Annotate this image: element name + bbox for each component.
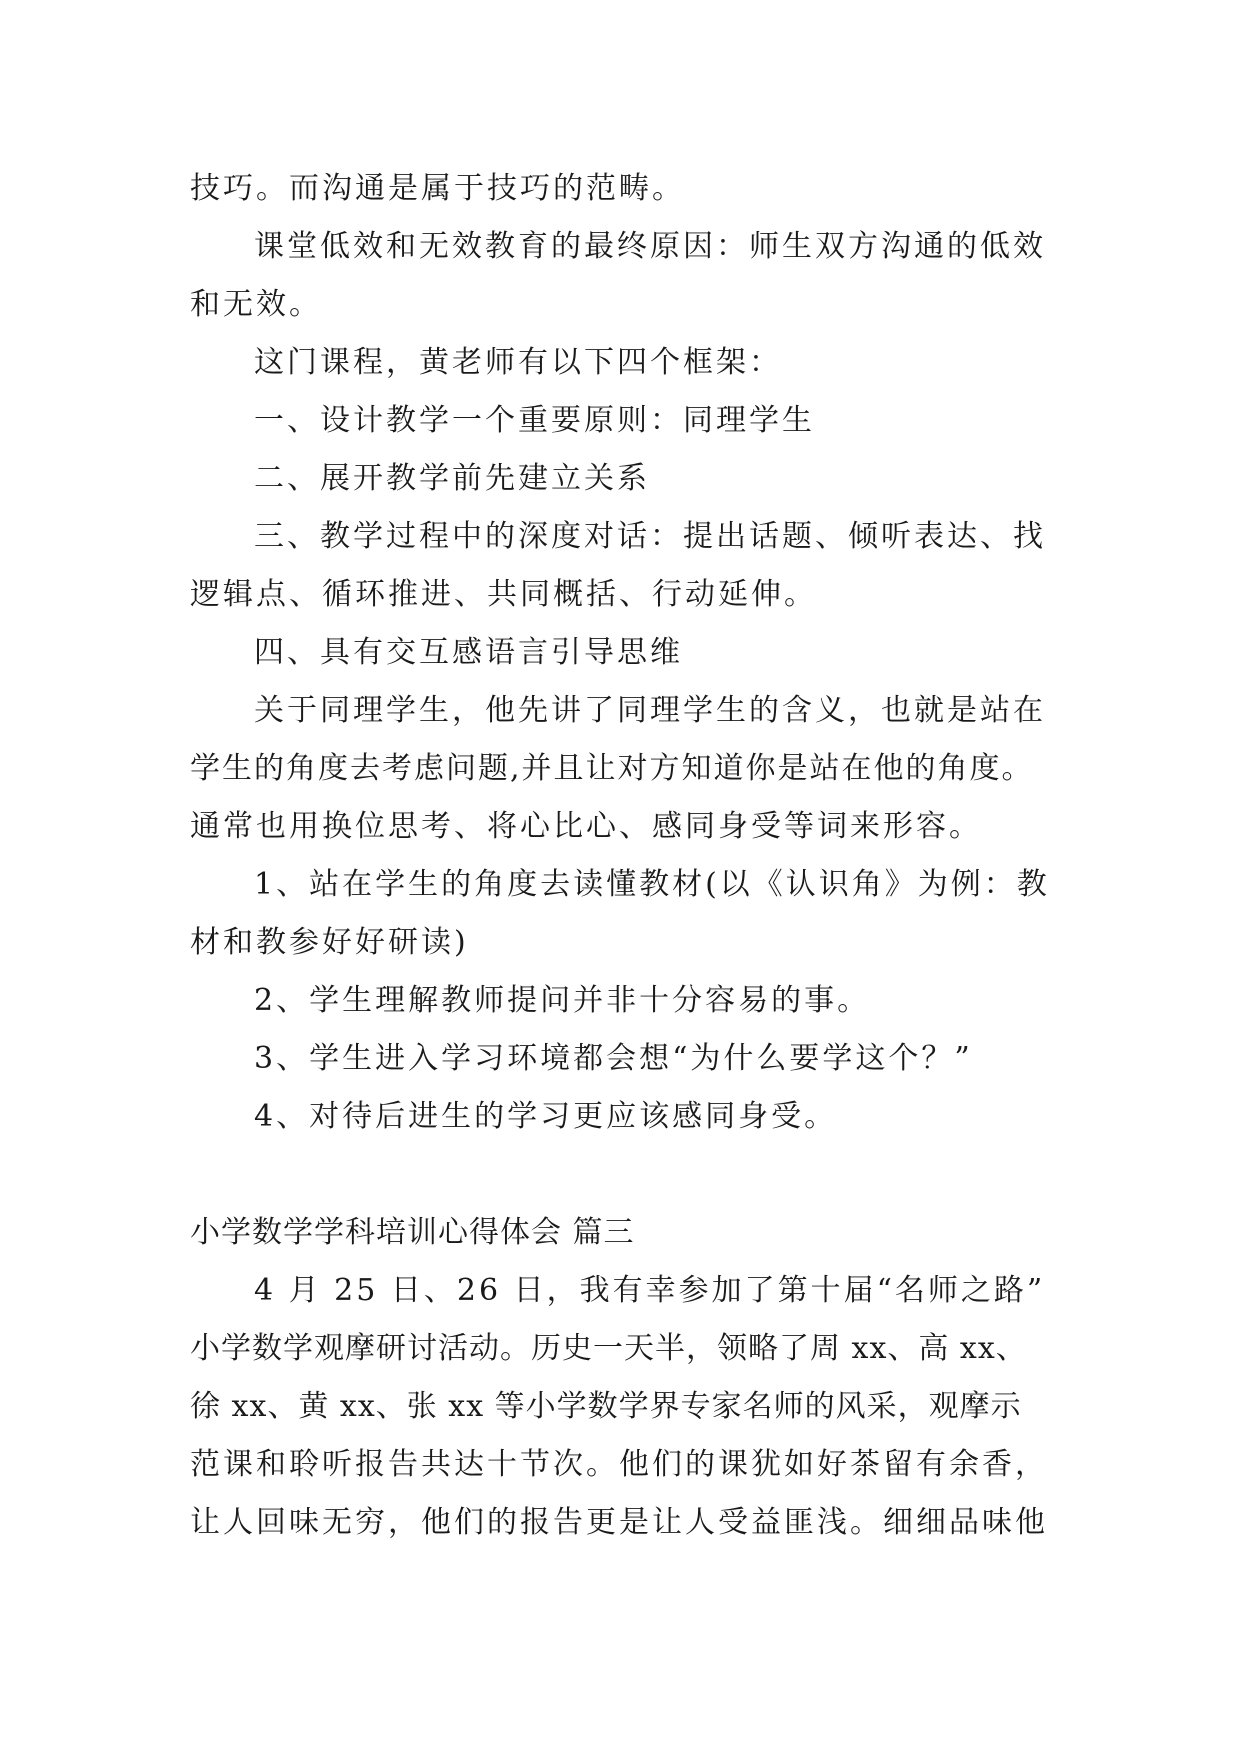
list-item: 四、具有交互感语言引导思维 <box>254 635 683 670</box>
paragraph-line: 材和教参好好研读) <box>190 925 469 960</box>
list-item: 3、学生进入学习环境都会想“为什么要学这个？” <box>254 1041 973 1076</box>
list-item: 4、对待后进生的学习更应该感同身受。 <box>254 1099 838 1134</box>
paragraph-line: 这门课程，黄老师有以下四个框架： <box>254 345 782 380</box>
paragraph-line: 徐 xx、黄 xx、张 xx 等小学数学界专家名师的风采，观摩示 <box>190 1389 1022 1424</box>
section-spacer <box>190 1146 1050 1204</box>
paragraph-line: 小学数学观摩研讨活动。历史一天半，领略了周 xx、高 xx、 <box>190 1331 1027 1366</box>
paragraph-line: 范课和聆听报告共达十节次。他们的课犹如好茶留有余香， <box>190 1447 1048 1482</box>
paragraph-line: 学生的角度去考虑问题,并且让对方知道你是站在他的角度。 <box>190 751 1034 786</box>
paragraph-line: 关于同理学生，他先讲了同理学生的含义，也就是站在 <box>254 693 1046 728</box>
list-item: 二、展开教学前先建立关系 <box>254 461 650 496</box>
paragraph-line: 技巧。而沟通是属于技巧的范畴。 <box>190 171 685 206</box>
list-item: 三、教学过程中的深度对话：提出话题、倾听表达、找 <box>254 519 1046 554</box>
paragraph-line: 4 月 25 日、26 日，我有幸参加了第十届“名师之路” <box>254 1273 1046 1308</box>
paragraph-line: 逻辑点、循环推进、共同概括、行动延伸。 <box>190 577 817 612</box>
section-heading: 小学数学学科培训心得体会 篇三 <box>190 1215 635 1250</box>
list-item: 一、设计教学一个重要原则：同理学生 <box>254 403 815 438</box>
list-item: 1、站在学生的角度去读懂教材(以《认识角》为例：教 <box>254 867 1050 902</box>
paragraph-line: 让人回味无穷，他们的报告更是让人受益匪浅。细细品味他 <box>190 1505 1048 1540</box>
list-item: 2、学生理解教师提问并非十分容易的事。 <box>254 983 871 1018</box>
paragraph-line: 课堂低效和无效教育的最终原因：师生双方沟通的低效 <box>254 229 1046 264</box>
document-body <box>190 160 1050 1552</box>
paragraph-line: 通常也用换位思考、将心比心、感同身受等词来形容。 <box>190 809 982 844</box>
paragraph-line: 和无效。 <box>190 287 322 322</box>
